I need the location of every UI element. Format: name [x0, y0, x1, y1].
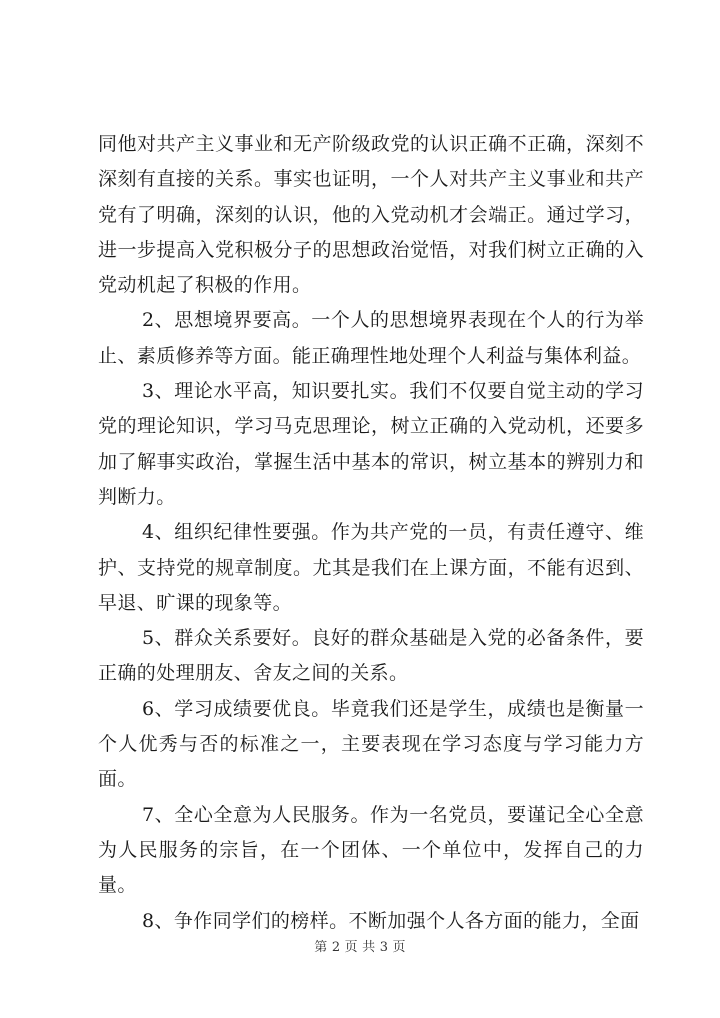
paragraph: 2、思想境界要高。一个人的思想境界表现在个人的行为举止、素质修养等方面。能正确理性地处理个人利益与集体利益。 [98, 309, 644, 367]
paragraph: 6、学习成绩要优良。毕竟我们还是学生，成绩也是衡量一个人优秀与否的标准之一，主要表现在学习态度与学习能力方面。 [98, 697, 644, 791]
paragraph: 8、争作同学们的榜样。不断加强个人各方面的能力，全面 [142, 909, 640, 932]
paragraph: 同他对共产主义事业和无产阶级政党的认识正确不正确，深刻不深刻有直接的关系。事实也证明，一个人对共产主义事业和共产党有了明确，深刻的认识，他的入党动机才会端正。通过学习，进一步提高入党积极分子的思想政治觉悟，对我们树立正确的入党动机起了积极的作用。 [98, 133, 644, 297]
page-number-footer: 第 2 页 共 3 页 [314, 940, 406, 955]
document-body [98, 127, 644, 939]
paragraph: 4、组织纪律性要强。作为共产党的一员，有责任遵守、维护、支持党的规章制度。尤其是我们在上课方面，不能有迟到、早退、旷课的现象等。 [98, 521, 644, 614]
paragraph: 3、理论水平高，知识要扎实。我们不仅要自觉主动的学习党的理论知识，学习马克思理论，树立正确的入党动机，还要多加了解事实政治，掌握生活中基本的常识，树立基本的辨别力和判断力。 [98, 380, 644, 508]
paragraph: 7、全心全意为人民服务。作为一名党员，要谨记全心全意为人民服务的宗旨，在一个团体、一个单位中，发挥自己的力量。 [98, 803, 644, 897]
paragraph: 5、群众关系要好。良好的群众基础是入党的必备条件，要正确的处理朋友、舍友之间的关系。 [98, 627, 644, 685]
